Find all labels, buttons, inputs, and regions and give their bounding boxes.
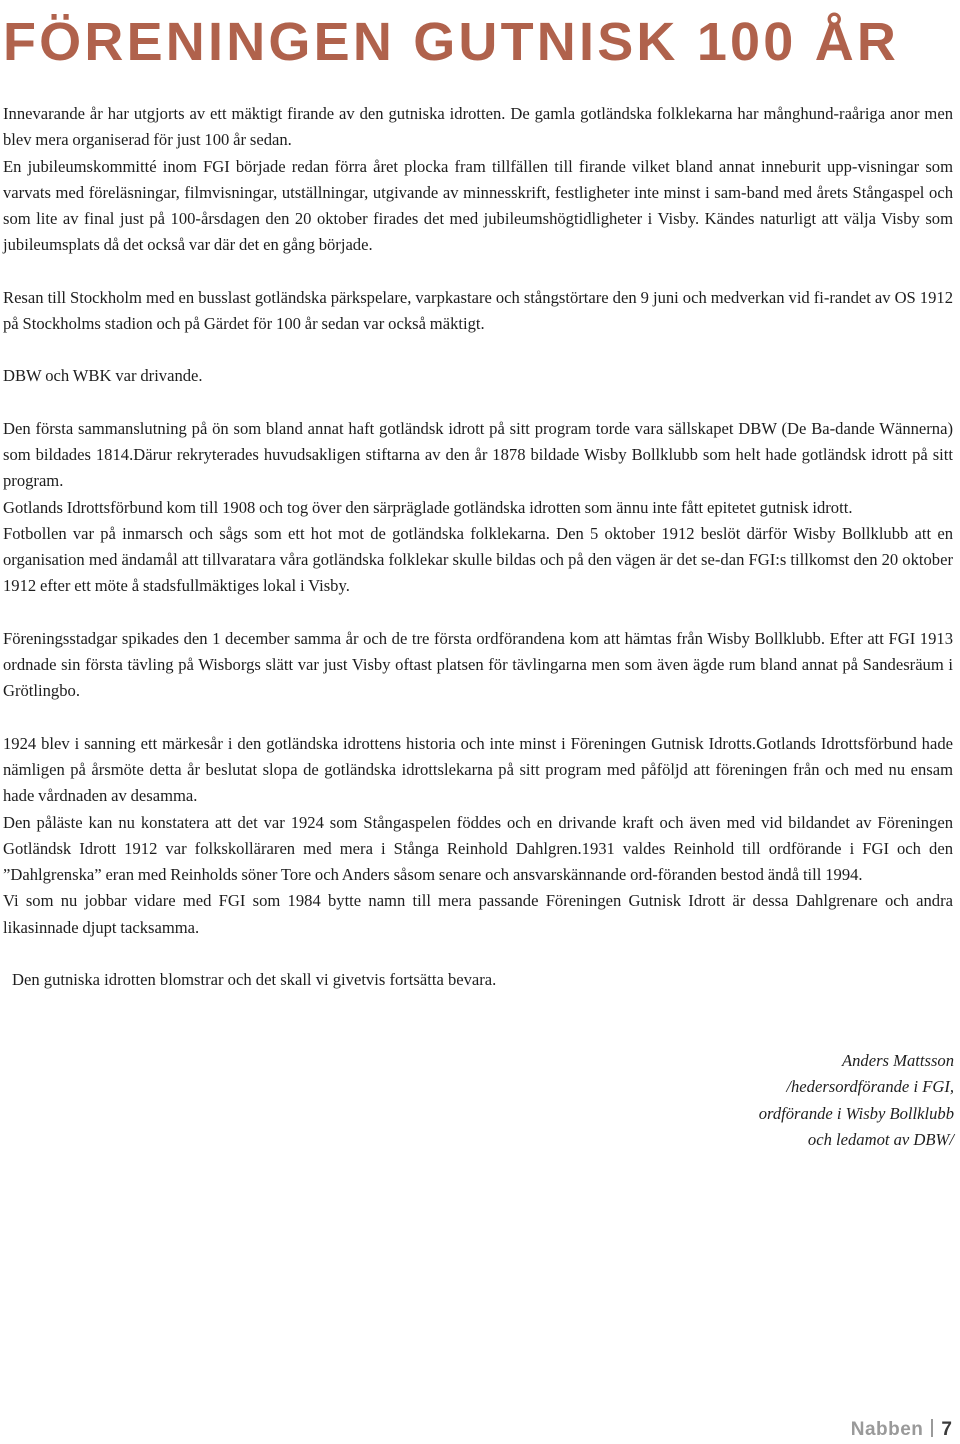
paragraph-gotlands-idrottsforbund: Gotlands Idrottsförbund kom till 1908 och tog över den särpräglade gotländska idrotten som ännu inte fått epitetet gutnisk idrott. [3, 497, 853, 517]
paragraph-dahlgren: Den påläste kan nu konstatera att det var 1924 som Stångaspelen föddes och en drivande kraft och även med vid bildandet av Föreningen Gotländsk Idrott 1912 var folkskolläraren med mera i Stånga Reinhold Dahlgren.1931 valdes Reinhold till ordförande i FGI och den ”Dahlgrenska” eran med Reinholds söner Tore och Anders såsom senare och ansvarskännande ord-föranden bestod ändå till 1994. [3, 812, 953, 885]
paragraph-1924: 1924 blev i sanning ett märkesår i den gotländska idrottens historia och inte minst i Föreningen Gutnisk Idrotts.Gotlands Idrottsförbund hade nämligen på årsmöte detta år beslutat slopa de gotländska idrottslekarna på sitt program med påföljd att föreningen från och med nu ensam hade vårdnaden av desamma. [3, 733, 953, 806]
signature-title-3: och ledamot av DBW/ [807, 1129, 954, 1149]
paragraph-stockholm-trip: Resan till Stockholm med en busslast gotländska pärkspelare, varpkastare och stångstörtare den 9 juni och medverkan vid fi-randet av OS 1912 på Stockholms stadion och på Gärdet för 100 år sedan var också mäktigt. [3, 287, 953, 334]
closing-line: Den gutniska idrotten blomstrar och det skall vi givetvis fortsätta bevara. [12, 970, 497, 990]
page-number: 7 [941, 1419, 952, 1440]
paragraph-first-association: Den första sammanslutning på ön som bland annat haft gotländsk idrott på sitt program torde vara sällskapet DBW (De Ba-dande Wännerna) som bildades 1814.Därur rekryterades huvudsakligen stiftarna av den år 1878 bildade Wisby Bollklubb som helt hade gotländsk idrott på sitt program. [3, 418, 953, 491]
paragraph-gratitude: Vi som nu jobbar vidare med FGI som 1984 bytte namn till mera passande Föreningen Gutnisk Idrott är dessa Dahlgrenare och andra likasinnade djupt tacksamma. [3, 891, 953, 937]
signature-name: Anders Mattsson [841, 1051, 954, 1070]
publication-name: Nabben [850, 1419, 924, 1440]
signature-title-2: ordförande i Wisby Bollklubb [758, 1103, 954, 1123]
page-title: FÖRENINGEN GUTNISK 100 ÅR [3, 12, 900, 72]
signature-title-1: /hedersordförande i FGI, [786, 1077, 954, 1097]
paragraph-football: Fotbollen var på inmarsch och sågs som ett hot mot de gotländska folklekarna. Den 5 oktober 1912 beslöt därför Wisby Bollklubb att en organisation med ändamål att tillvaratага våra gotländska folklekar skulle bildas och på den vägen är det se-dan FGI:s tillkomst den 20 oktober 1912 efter ett möte å stadsfullmäktiges lokal i Visby. [3, 523, 953, 596]
signature-block [759, 1048, 954, 1153]
paragraph-jubilee-committee: En jubileumskommitté inom FGI började redan förra året plocka fram tillfällen till firande vilket bland annat inneburit upp-visningar som varvats med föreläsningar, filmvisningar, utställningar, utgivande av minnesskrift, festligheter inte minst i sam-band med årets Stångaspel och som lite av final just på 100-årsdagen den 20 oktober firades det med jubileumshögtidligheter i Visby. Kändes naturligt att välja Visby som jubileumsplats då det också var där det en gång började. [3, 156, 953, 255]
footer-divider [931, 1419, 933, 1437]
page-footer [851, 1418, 952, 1444]
paragraph-intro: Innevarande år har utgjorts av ett mäktigt firande av den gutniska idrotten. De gamla gotländska folklekarna har månghund-raåriga anor men blev mera organiserad för just 100 år sedan. [3, 104, 953, 150]
paragraph-statutes: Föreningsstadgar spikades den 1 december samma år och de tre första ordförandena kom att hämtas från Wisby Bollklubb. Efter att FGI 1913 ordnade sin första tävling på Wisborgs slätt var just Visby oftast platsen för tävlingarna men som även ägde rum bland annat på Sandesräum i Grötlingbo. [3, 628, 953, 701]
article-body [3, 101, 953, 993]
paragraph-dbw-wbk: DBW och WBK var drivande. [3, 366, 203, 386]
